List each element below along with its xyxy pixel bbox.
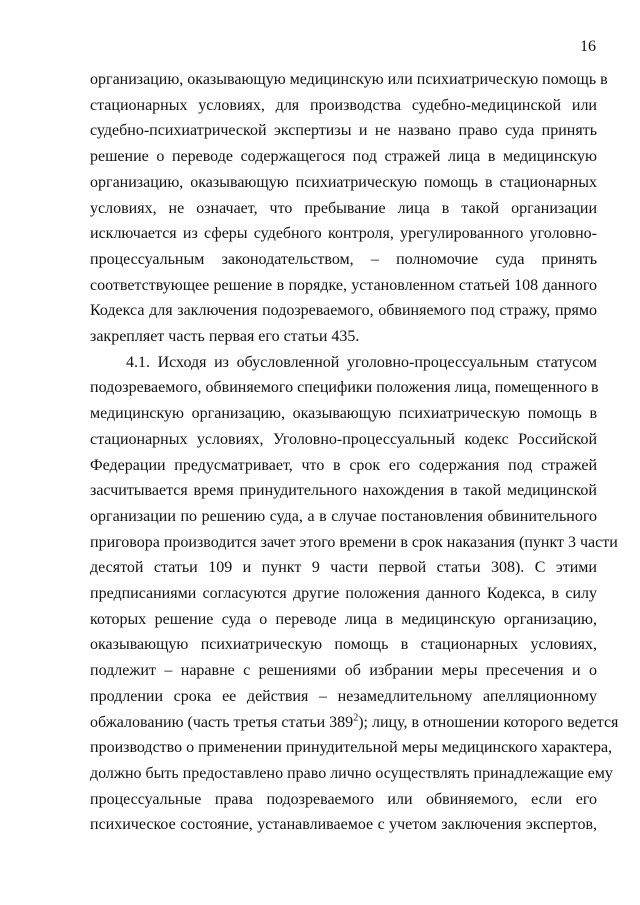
text-line: соответствующее решение в порядке, установленном статьей 108 данного [90, 276, 597, 294]
superscript: 2 [353, 712, 359, 724]
text-line: оказывающую психиатрическую помощь в стационарных условиях, [90, 636, 597, 654]
text-line: стационарных условиях, для производства судебно-медицинской или [90, 96, 597, 114]
text-line: судебно-психиатрической экспертизы и не названо право суда принять [90, 122, 597, 140]
text-fragment: обжалованию (часть третья статьи 389 [90, 713, 354, 731]
text-line: Федерации предусматривает, что в срок его содержания под стражей [90, 456, 597, 474]
text-line: организации по решению суда, а в случае постановления обвинительного [90, 507, 597, 525]
page-number: 16 [580, 38, 596, 55]
text-line: стационарных условиях, Уголовно-процессуальный кодекс Российской [90, 430, 597, 448]
text-line: подлежит – наравне с решениями об избрании меры пресечения и о [90, 662, 597, 680]
text-line: засчитывается время принудительного нахождения в такой медицинской [90, 482, 597, 500]
text-line: Кодекса для заключения подозреваемого, обвиняемого под стражу, прямо [90, 302, 597, 320]
text-fragment: ); лицу, в отношении которого ведется [358, 713, 619, 731]
text-line: закрепляет часть первая его статьи 435. [90, 328, 360, 346]
text-line: организацию, оказывающую медицинскую или психиатрическую помощь в [90, 71, 608, 88]
text-line: 4.1. Исходя из обусловленной уголовно-процессуальным статусом [126, 353, 597, 371]
text-line: медицинскую организацию, оказывающую психиатрическую помощь в [90, 405, 597, 423]
text-line: должно быть предоставлено право лично осуществлять принадлежащие ему [90, 764, 613, 782]
document-body [90, 67, 619, 838]
text-line: которых решение суда о переводе лица в медицинскую организацию, [90, 610, 597, 628]
paragraph-1 [90, 67, 608, 350]
text-line: организацию, оказывающую психиатрическую помощь в стационарных [90, 173, 597, 191]
text-line: психическое состояние, устанавливаемое с учетом заключения экспертов, [90, 816, 597, 834]
text-line: производство о применении принудительной меры медицинского характера, [90, 739, 613, 757]
paragraph-2 [90, 350, 619, 838]
text-line: решение о переводе содержащегося под стражей лица в медицинскую [90, 148, 597, 166]
text-line-with-superscript [90, 710, 619, 736]
text-line: процессуальные права подозреваемого или обвиняемого, если его [90, 790, 597, 808]
text-line: условиях, не означает, что пребывание лица в такой организации [90, 199, 597, 217]
text-line: приговора производится зачет этого времени в срок наказания (пункт 3 части [90, 533, 618, 551]
text-line: десятой статьи 109 и пункт 9 части первой статьи 308). С этими [90, 559, 597, 577]
text-line: подозреваемого, обвиняемого специфики положения лица, помещенного в [90, 379, 599, 397]
text-line: продлении срока ее действия – незамедлительному апелляционному [90, 687, 597, 705]
text-line: исключается из сферы судебного контроля, урегулированного уголовно- [90, 225, 597, 243]
text-line: предписаниями согласуются другие положения данного Кодекса, в силу [90, 585, 597, 603]
text-line: процессуальным законодательством, – полномочие суда принять [90, 250, 597, 268]
